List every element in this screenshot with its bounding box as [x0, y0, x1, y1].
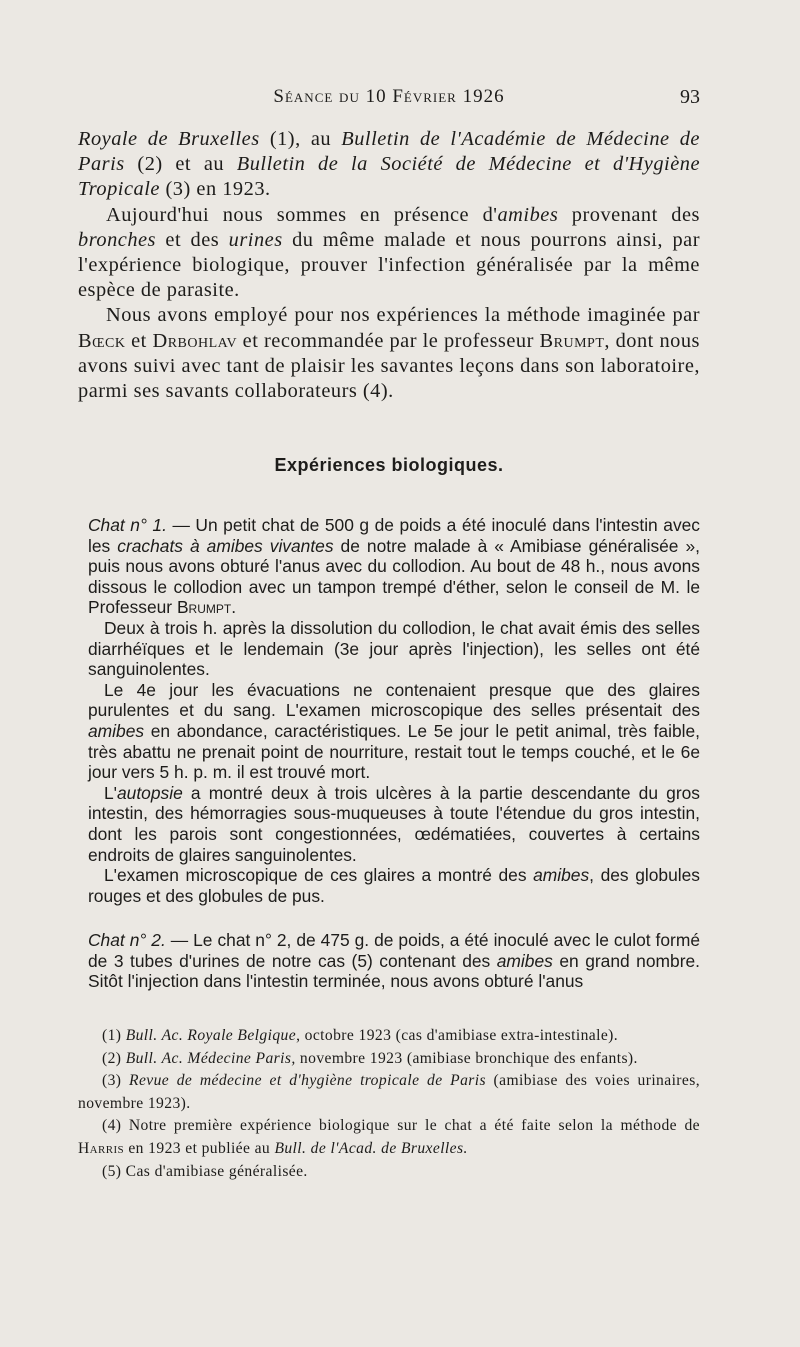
author-name: Bœck — [78, 329, 126, 352]
experiment-chat-1 — [88, 515, 700, 906]
footnotes — [78, 1025, 700, 1183]
intro-text — [78, 127, 700, 404]
footnote: (5) Cas d'amibiase généralisée. — [102, 1162, 308, 1180]
footnote: (3) Revue de médecine et d'hygiène tropicale de Paris (amibiase des voies urinaires, novembre 1923). — [78, 1072, 700, 1112]
paragraph: Le 4e jour les évacuations ne contenaient presque que des glaires purulentes et du sang. L'examen microscopique des selles présentait des amibes en abondance, caractéristiques. Le 5e jour le petit animal, très faible, très abattu ne prenait point de nourriture, restait tout le temps couché, et le 6e jour vers 5 h. p. m. il est trouvé mort. — [88, 679, 700, 783]
paragraph: Royale de Bruxelles (1), au Bulletin de l'Académie de Médecine de Paris (2) et au Bulletin de la Société de Médecine et d'Hygiène Tropicale (3) en 1923. — [78, 128, 700, 201]
section-heading: Expériences biologiques. — [274, 455, 504, 475]
footnote: (2) Bull. Ac. Médecine Paris, novembre 1923 (amibiase bronchique des enfants). — [102, 1049, 638, 1067]
author-name: Brumpt — [176, 597, 232, 618]
journal-title: Bulletin de l'Académie de Médecine de Paris — [78, 128, 700, 176]
running-title: Séance du 10 Février 1926 — [273, 86, 505, 107]
page-header — [78, 86, 700, 114]
paragraph: Chat n° 2. — Le chat n° 2, de 475 g. de poids, a été inoculé avec le culot formé de 3 tubes d'urines de notre cas (5) contenant des amibes en grand nombre. Sitôt l'injection dans l'intestin terminée, nous avons obturé l'anus — [88, 930, 701, 992]
footnote: (1) Bull. Ac. Royale Belgique, octobre 1923 (cas d'amibiase extra-intestinale). — [102, 1027, 619, 1044]
page-number: 93 — [680, 86, 700, 108]
footnote: (4) Notre première expérience biologique sur le chat a été faite selon la méthode de Harris en 1923 et publiée au Bull. de l'Acad. de Bruxelles. — [78, 1117, 700, 1157]
author-name: Harris — [78, 1139, 125, 1157]
experiment-label: Chat n° 1. — [88, 515, 167, 535]
author-name: Brumpt — [539, 329, 605, 352]
journal-title: Bulletin de la Société de Médecine et d'Hygiène Tropicale — [78, 153, 700, 201]
paragraph: Nous avons employé pour nos expériences la méthode imaginée par Bœck et Drbohlav et recommandée par le professeur Brumpt, dont nous avons suivi avec tant de plaisir les savantes leçons dans son laboratoire, parmi ses savants collaborateurs (4). — [78, 304, 700, 403]
paragraph: Aujourd'hui nous sommes en présence d'amibes provenant des bronches et des urines du même malade et nous pourrons ainsi, par l'expérience biologique, prouver l'infection généralisée par la même espèce de parasite. — [78, 203, 700, 302]
experiment-label: Chat n° 2. — [88, 930, 166, 950]
paragraph: L'examen microscopique de ces glaires a montré des amibes, des globules rouges et des globules de pus. — [88, 865, 700, 906]
paragraph: L'autopsie a montré deux à trois ulcères à la partie descendante du gros intestin, des hémorragies sous-muqueuses à toute l'étendue du gros intestin, dont les parois sont congestionnées, œdématiées, couvertes à certains endroits de glaires sanguinolentes. — [88, 782, 700, 865]
author-name: Drbohlav — [152, 329, 238, 352]
paragraph: Chat n° 1. — Un petit chat de 500 g de poids a été inoculé dans l'intestin avec les crachats à amibes vivantes de notre malade à « Amibiase généralisée », puis nous avons obturé l'anus avec du collodion. Au bout de 48 h., nous avons dissous le collodion avec un tampon trempé d'éther, selon le conseil de M. le Professeur Brumpt. — [88, 515, 701, 618]
journal-title: Royale de Bruxelles — [78, 128, 260, 150]
paragraph: Deux à trois h. après la dissolution du collodion, le chat avait émis des selles diarrhéïques et le lendemain (3e jour après l'injection), les selles ont été sanguinolentes. — [88, 617, 700, 680]
experiment-chat-2 — [88, 930, 700, 992]
